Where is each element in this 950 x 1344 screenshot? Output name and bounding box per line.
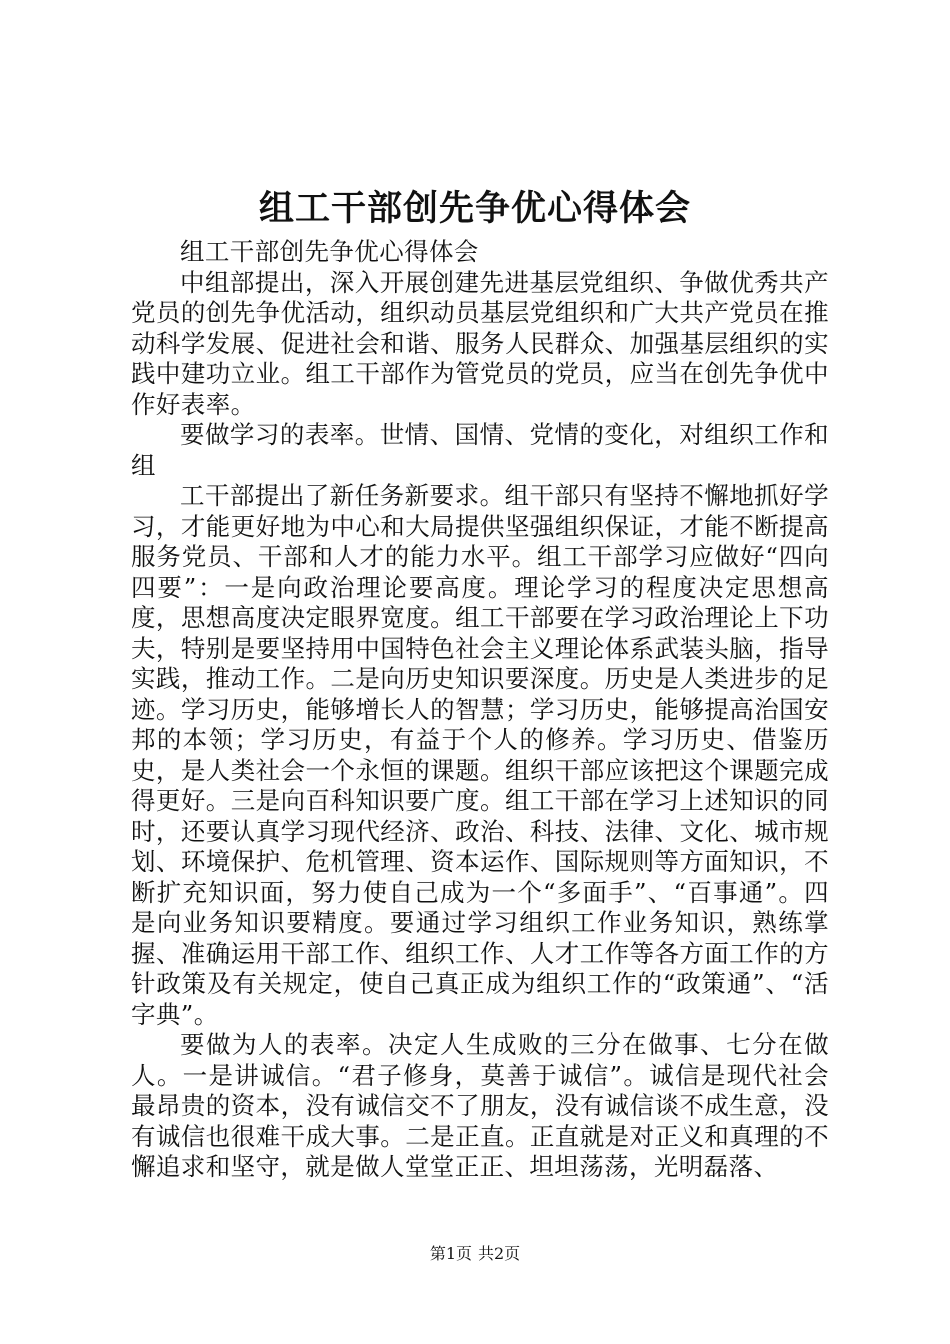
document-body xyxy=(131,237,829,1183)
body-paragraph: 工干部提出了新任务新要求。组干部只有坚持不懈地抓好学习，才能更好地为中心和大局提供坚强组织保证，才能不断提高服务党员、干部和人才的能力水平。组工干部学习应做好“四向四要”：一是向政治理论要高度。理论学习的程度决定思想高度，思想高度决定眼界宽度。组工干部要在学习政治理论上下功夫，特别是要坚持用中国特色社会主义理论体系武装头脑，指导实践，推动工作。二是向历史知识要深度。历史是人类进步的足迹。学习历史，能够增长人的智慧；学习历史，能够提高治国安邦的本领；学习历史，有益于个人的修养。学习历史、借鉴历史，是人类社会一个永恒的课题。组织干部应该把这个课题完成得更好。三是向百科知识要广度。组工干部在学习上述知识的同时，还要认真学习现代经济、政治、科技、法律、文化、城市规划、环境保护、危机管理、资本运作、国际规则等方面知识，不断扩充知识面，努力使自己成为一个“多面手”、“百事通”。四是向业务知识要精度。要通过学习组织工作业务知识，熟练掌握、准确运用干部工作、组织工作、人才工作等各方面工作的方针政策及有关规定，使自己真正成为组织工作的“政策通”、“活字典”。 xyxy=(131,481,829,1029)
page-number: 第1页 xyxy=(429,1244,472,1263)
document-title: 组工干部创先争优心得体会 xyxy=(258,188,691,229)
body-paragraph: 中组部提出，深入开展创建先进基层党组织、争做优秀共产党员的创先争优活动，组织动员基层党组织和广大共产党员在推动科学发展、促进社会和谐、服务人民群众、加强基层组织的实践中建功立业。组工干部作为管党员的党员，应当在创先争优中作好表率。 xyxy=(131,267,829,419)
page-total: 共2页 xyxy=(478,1244,521,1263)
subtitle-paragraph: 组工干部创先争优心得体会 xyxy=(180,237,479,266)
page-footer xyxy=(0,1243,950,1265)
body-paragraph: 要做为人的表率。决定人生成败的三分在做事、七分在做人。一是讲诚信。“君子修身，莫善于诚信”。诚信是现代社会最昂贵的资本，没有诚信交不了朋友，没有诚信谈不成生意，没有诚信也很难干成大事。二是正直。正直就是对正义和真理的不懈追求和坚守，就是做人堂堂正正、坦坦荡荡，光明磊落、 xyxy=(131,1030,829,1181)
body-paragraph: 要做学习的表率。世情、国情、党情的变化，对组织工作和组 xyxy=(131,420,829,480)
